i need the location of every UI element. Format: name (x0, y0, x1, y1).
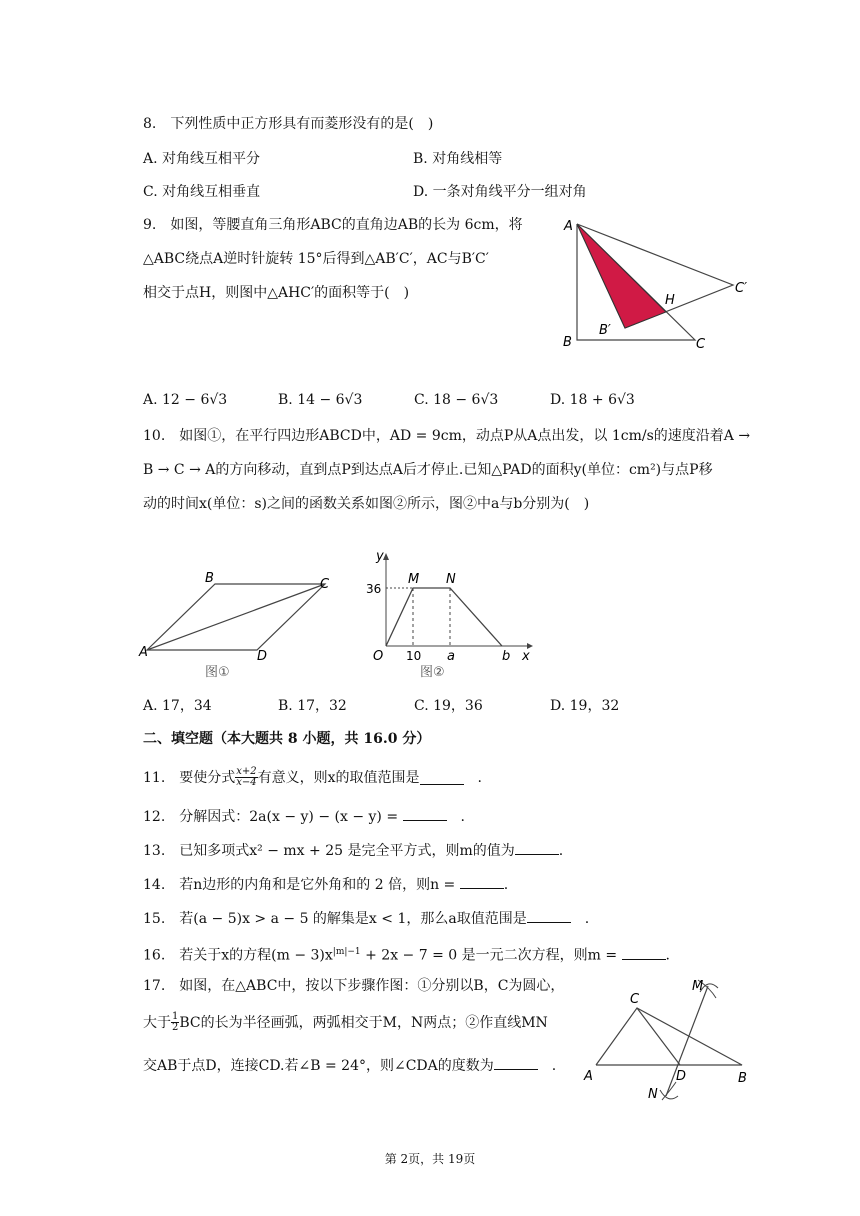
q10-fig1-label-d: D (257, 649, 268, 664)
q9-option-b: B. 14 − 6√3 (278, 392, 363, 408)
q9-line2: △ABC绕点A逆时针旋转 15°后得到△AB′C′，AC与B′C′ (143, 251, 489, 267)
q10-fig2-tick-36: 36 (366, 582, 382, 596)
q9-shaded-triangle (577, 224, 666, 328)
q8-option-c: C. 对角线互相垂直 (143, 184, 261, 200)
q11-denominator: x−4 (236, 776, 257, 788)
q15-end: . (570, 911, 590, 927)
q11-pre: 11. 要使分式 (143, 770, 236, 786)
q9-option-a: A. 12 − 6√3 (143, 392, 228, 408)
q11 (143, 762, 482, 792)
q10-option-c: C. 19，36 (414, 698, 483, 714)
q17-label-b: B (738, 1071, 747, 1086)
q9-label-h: H (665, 293, 675, 308)
q17-label-c: C (630, 992, 640, 1007)
q17-label-a: A (584, 1069, 593, 1084)
q8-option-b: B. 对角线相等 (413, 151, 503, 167)
q8-option-d: D. 一条对角线平分一组对角 (413, 184, 587, 200)
q13 (143, 840, 563, 861)
q13-answer-blank[interactable] (515, 840, 559, 855)
q17-line2-start: 大于 (143, 1015, 171, 1031)
q9-option-d: D. 18 + 6√3 (550, 392, 635, 408)
q10-figure-1 (135, 568, 345, 683)
q10-fig2-tick-10: 10 (406, 649, 422, 663)
q13-pre: 13. 已知多项式x² − mx + 25 是完全平方式，则m的值为 (143, 843, 515, 859)
q12-answer-blank[interactable] (403, 806, 447, 821)
q10-fig2-tick-a: a (447, 649, 455, 664)
q12-end: . (446, 809, 465, 825)
q13-end: . (558, 843, 564, 859)
q12 (143, 806, 465, 827)
q10-fig2-label-o: O (373, 649, 384, 664)
q17-label-d: D (676, 1069, 687, 1084)
q17-half-fraction (171, 1012, 179, 1033)
q9-label-c: C (696, 337, 706, 352)
q17-end: . (537, 1058, 557, 1074)
q17-line3 (143, 1055, 556, 1076)
q11-post: 有意义，则x的取值范围是 (257, 770, 420, 786)
q15 (143, 908, 589, 929)
q9-option-c: C. 18 − 6√3 (414, 392, 499, 408)
q9-label-c-prime: C′ (735, 281, 748, 296)
section-2-heading: 二、填空题（本大题共 8 小题，共 16.0 分） (143, 731, 431, 747)
q11-fraction (235, 767, 257, 788)
q10-fig2-label-x: x (522, 649, 530, 664)
q12-pre: 12. 分解因式：2a(x − y) − (x − y) = (143, 809, 403, 825)
q11-answer-blank[interactable] (420, 770, 464, 785)
q9-label-a: A (564, 219, 573, 234)
q16 (143, 942, 670, 966)
q10-line2: B → C → A的方向移动，直到点P到达点A后才停止.已知△PAD的面积y(单位：cm²)与点P移 (143, 462, 713, 478)
q14 (143, 874, 508, 895)
q10-fig1-label-b: B (205, 571, 214, 586)
q8-stem: 8. 下列性质中正方形具有而菱形没有的是( ) (143, 116, 434, 132)
q10-fig1-label-a: A (139, 645, 148, 660)
q16-end: . (665, 947, 670, 964)
q17-fraction-numerator: 1 (172, 1010, 179, 1022)
q17-label-n: N (648, 1087, 658, 1102)
q9-figure (555, 212, 765, 352)
q17-line1: 17. 如图，在△ABC中，按以下步骤作图：①分别以B，C为圆心， (143, 978, 565, 994)
q10-fig2-tick-b: b (502, 649, 511, 664)
q17-line2 (143, 1007, 548, 1037)
q10-option-d: D. 19，32 (550, 698, 620, 714)
q17-answer-blank[interactable] (494, 1055, 538, 1070)
q8-option-a: A. 对角线互相平分 (143, 151, 261, 167)
q17-fraction-denominator: 2 (172, 1021, 179, 1033)
q17-line2-rest: BC的长为半径画弧，两弧相交于M，N两点；②作直线MN (179, 1015, 548, 1031)
q16-exponent: |m|−1 (332, 947, 361, 957)
q16-mid: + 2x − 7 = 0 是一元二次方程，则m = (360, 947, 622, 964)
q15-answer-blank[interactable] (527, 908, 571, 923)
q10-line3: 动的时间x(单位：s)之间的函数关系如图②所示，图②中a与b分别为( ) (143, 496, 590, 512)
q10-fig2-label-y: y (376, 549, 384, 564)
q17-line3-text: 交AB于点D，连接CD.若∠B = 24°，则∠CDA的度数为 (143, 1058, 494, 1074)
q11-numerator: x+2 (236, 765, 257, 777)
q10-fig1-caption: 图① (205, 665, 230, 680)
q15-pre: 15. 若(a − 5)x > a − 5 的解集是x < 1，那么a取值范围是 (143, 911, 527, 927)
q16-answer-blank[interactable] (622, 945, 666, 960)
q9-label-b: B (563, 335, 572, 350)
q14-answer-blank[interactable] (460, 874, 504, 889)
q11-end: . (463, 770, 483, 786)
q9-line3: 相交于点H，则图中△AHC′的面积等于( ) (143, 285, 410, 301)
q10-fig2-label-n: N (446, 572, 456, 587)
q10-figure-2 (362, 548, 542, 683)
page-footer: 第 2页，共 19页 (384, 1152, 476, 1166)
q17-figure (582, 970, 772, 1105)
q9-line1: 9. 如图，等腰直角三角形ABC的直角边AB的长为 6cm，将 (143, 217, 523, 233)
q10-line1: 10. 如图①，在平行四边形ABCD中，AD = 9cm，动点P从A点出发，以 1cm/s的速度沿着A → (143, 428, 751, 444)
q10-option-b: B. 17，32 (278, 698, 347, 714)
q10-fig2-label-m: M (408, 572, 420, 587)
q10-option-a: A. 17，34 (143, 698, 212, 714)
q10-fig2-caption: 图② (420, 665, 445, 680)
q14-pre: 14. 若n边形的内角和是它外角和的 2 倍，则n = (143, 877, 460, 893)
q9-label-b-prime: B′ (599, 323, 611, 338)
q16-pre: 16. 若关于x的方程(m − 3)x (143, 947, 333, 964)
q17-label-m: M (692, 979, 704, 994)
q10-fig1-label-c: C (320, 577, 330, 592)
q14-end: . (503, 877, 509, 893)
